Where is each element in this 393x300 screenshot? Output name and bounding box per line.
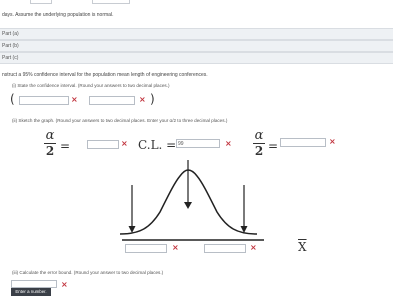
ci-lower-input[interactable] [19,96,69,105]
bound-left-error-icon: × [172,243,179,252]
part-b-label: Part (b) [2,43,19,49]
top-box-left [30,0,52,4]
equals-sign: = [60,139,71,153]
part-a-label: Part (a) [2,31,19,37]
bound-right-error-icon: × [250,243,257,252]
ci-open-paren: ( [10,92,15,106]
ci-upper-error-icon: × [139,95,146,104]
ci-close-paren: ) [150,92,155,106]
part-c-label: Part (c) [2,55,19,61]
center-arrow-head [184,202,192,209]
bound-right-input[interactable] [204,244,246,253]
step-ii-text: (ii) Sketch the graph. (Round your answers to two decimal places. Enter your α/2 to three decimal places.) [12,118,228,123]
enter-number-tooltip: Enter a number. [11,288,51,296]
alpha-half-left-input[interactable] [87,140,119,149]
alpha-half-right-input[interactable] [280,138,326,147]
cl-input[interactable] [176,139,220,148]
error-bound-input[interactable] [11,280,57,288]
cl-label: C.L. = [138,138,177,152]
alpha-symbol: α [45,128,55,143]
part-b-bar[interactable] [0,40,393,52]
instruction-text: nstruct a 95% confidence interval for the population mean length of engineering conferences. [2,72,208,78]
part-c-bar[interactable] [0,52,393,64]
cl-error-icon: × [225,139,232,148]
denominator: 2 [254,144,264,158]
denominator: 2 [45,144,55,158]
equals-sign: = [268,139,279,153]
normal-curve-graph [120,160,280,248]
alpha-half-right-error-icon: × [329,137,336,146]
ci-upper-input[interactable] [89,96,135,105]
bound-left-input[interactable] [125,244,167,253]
step-iii-text: (iii) Calculate the error bound. (Round your answer to two decimal places.) [12,270,164,275]
alpha-half-left-fraction [44,129,56,157]
question-header: days. Assume the underlying population is normal. [2,12,114,18]
top-box-right [92,0,130,4]
x-bar-label: $\overline{X}$ [298,240,307,254]
error-bound-error-icon: × [61,280,68,289]
part-a-bar[interactable] [0,28,393,40]
alpha-symbol: α [254,128,264,143]
ci-lower-error-icon: × [71,95,78,104]
alpha-half-left-error-icon: × [121,139,128,148]
alpha-half-right-fraction [253,129,265,157]
step-i-text: (i) State the confidence interval. (Round your answers to two decimal places.) [12,83,170,88]
